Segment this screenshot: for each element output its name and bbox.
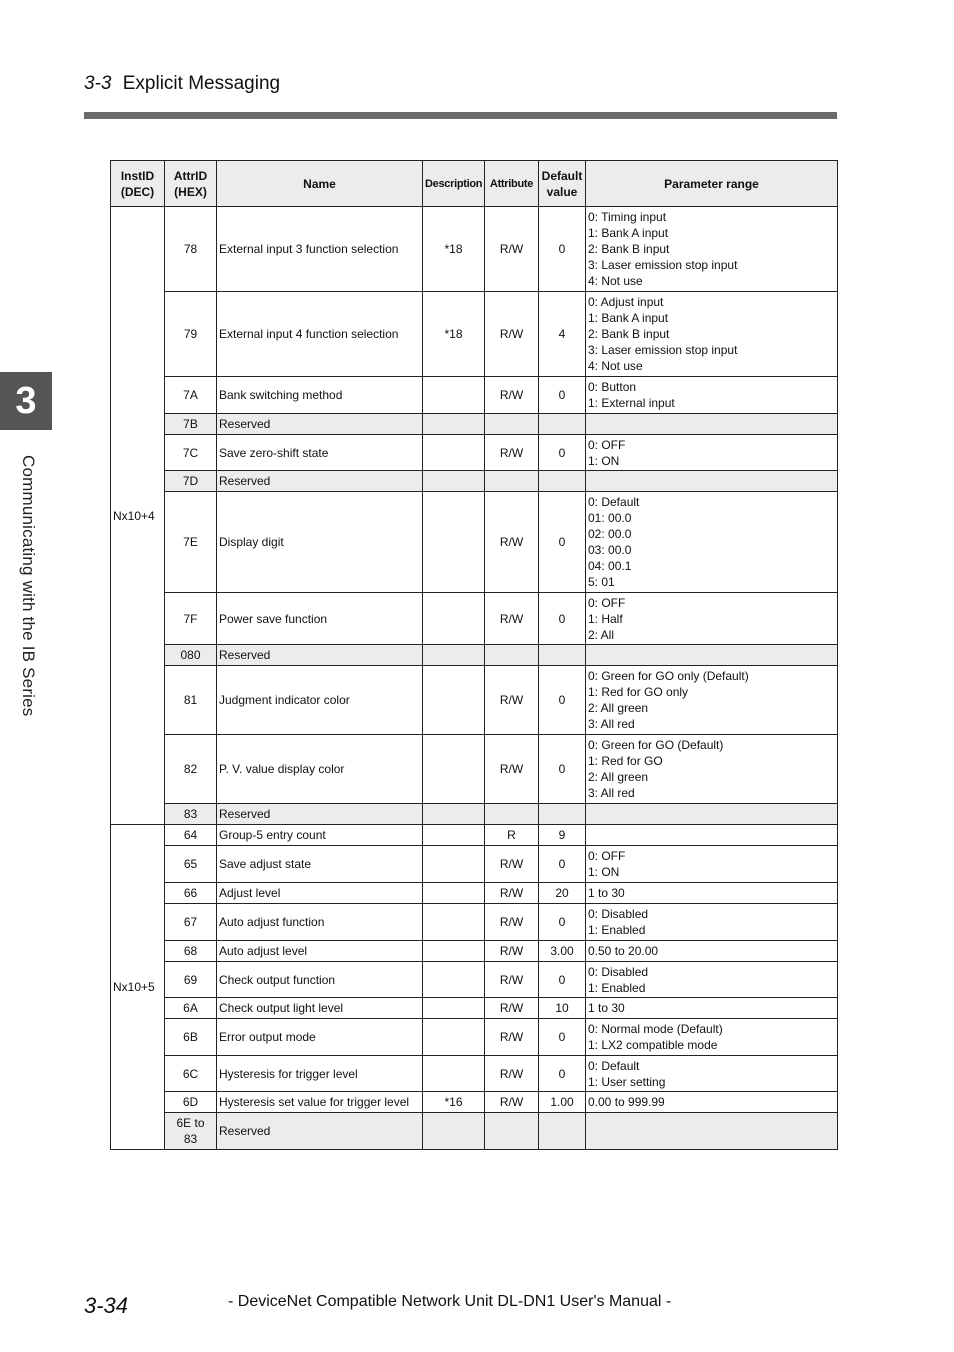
table-row [111,1113,838,1150]
attribute-cell [485,1113,539,1150]
table-row [111,825,838,846]
default-value-cell: 10 [539,998,586,1019]
default-value-cell [539,645,586,666]
description-cell: *16 [423,1092,485,1113]
default-value-cell [539,414,586,435]
instance-id-cell: Nx10+4 [111,207,165,825]
attribute-cell: R/W [485,1056,539,1092]
col-header-name: Name [217,161,423,207]
attr-id-cell: 65 [165,846,217,883]
attr-id-cell: 080 [165,645,217,666]
default-value-cell: 0 [539,207,586,292]
name-cell: Reserved [217,1113,423,1150]
attribute-cell [485,645,539,666]
table-row [111,904,838,941]
description-cell [423,825,485,846]
parameter-range-cell [586,645,838,666]
description-cell [423,962,485,998]
attr-id-cell: 7D [165,471,217,492]
instance-id-cell: Nx10+5 [111,825,165,1150]
name-cell: Error output mode [217,1019,423,1056]
table-row [111,962,838,998]
attr-id-cell: 6B [165,1019,217,1056]
attribute-cell: R/W [485,377,539,414]
attr-id-cell: 6C [165,1056,217,1092]
attr-id-cell: 7A [165,377,217,414]
description-cell [423,593,485,645]
parameter-range-cell [586,804,838,825]
default-value-cell: 0 [539,666,586,735]
col-header-attrid: AttrID (HEX) [165,161,217,207]
name-cell: Adjust level [217,883,423,904]
description-cell [423,414,485,435]
name-cell: Reserved [217,414,423,435]
table-row [111,492,838,593]
name-cell: Auto adjust level [217,941,423,962]
name-cell: Check output function [217,962,423,998]
name-cell: Judgment indicator color [217,666,423,735]
description-cell [423,735,485,804]
description-cell [423,846,485,883]
name-cell: P. V. value display color [217,735,423,804]
default-value-cell: 3.00 [539,941,586,962]
col-header-instid: InstID (DEC) [111,161,165,207]
name-cell: Save adjust state [217,846,423,883]
attribute-cell: R/W [485,593,539,645]
attr-id-cell: 69 [165,962,217,998]
attr-id-cell: 6E to 83 [165,1113,217,1150]
col-header-range: Parameter range [586,161,838,207]
default-value-cell: 0 [539,435,586,471]
description-cell [423,904,485,941]
attr-id-cell: 82 [165,735,217,804]
attribute-cell: R/W [485,492,539,593]
parameter-table [110,160,838,1150]
name-cell: Display digit [217,492,423,593]
table-row [111,1019,838,1056]
description-cell [423,435,485,471]
description-cell [423,998,485,1019]
default-value-cell [539,804,586,825]
description-cell: *18 [423,292,485,377]
attribute-cell: R/W [485,735,539,804]
description-cell [423,377,485,414]
table-row [111,471,838,492]
parameter-range-cell: 0: Button 1: External input [586,377,838,414]
attr-id-cell: 7F [165,593,217,645]
name-cell: External input 4 function selection [217,292,423,377]
parameter-range-cell: 0.00 to 999.99 [586,1092,838,1113]
table-row [111,207,838,292]
table-row [111,804,838,825]
attr-id-cell: 6A [165,998,217,1019]
attribute-cell: R/W [485,962,539,998]
parameter-range-cell: 0: Disabled 1: Enabled [586,962,838,998]
table-row [111,377,838,414]
attribute-cell [485,471,539,492]
page-number: 3-34 [84,1293,129,1318]
attr-id-cell: 81 [165,666,217,735]
attribute-cell: R/W [485,1019,539,1056]
table-row [111,645,838,666]
table-row [111,846,838,883]
parameter-range-cell: 1 to 30 [586,883,838,904]
default-value-cell: 20 [539,883,586,904]
default-value-cell: 0 [539,904,586,941]
name-cell: Hysteresis set value for trigger level [217,1092,423,1113]
default-value-cell: 0 [539,846,586,883]
default-value-cell: 0 [539,1056,586,1092]
parameter-range-cell: 0: Default 01: 00.0 02: 00.0 03: 00.0 04: 00.1 5: 01 [586,492,838,593]
parameter-range-cell: 0.50 to 20.00 [586,941,838,962]
attr-id-cell: 78 [165,207,217,292]
attribute-cell: R [485,825,539,846]
name-cell: External input 3 function selection [217,207,423,292]
table-row [111,883,838,904]
parameter-range-cell [586,825,838,846]
parameter-range-cell: 0: OFF 1: ON [586,435,838,471]
name-cell: Bank switching method [217,377,423,414]
parameter-range-cell [586,414,838,435]
description-cell: *18 [423,207,485,292]
parameter-range-cell: 0: Green for GO (Default) 1: Red for GO 2: All green 3: All red [586,735,838,804]
attribute-cell [485,804,539,825]
parameter-range-cell: 0: Default 1: User setting [586,1056,838,1092]
default-value-cell: 0 [539,593,586,645]
attr-id-cell: 66 [165,883,217,904]
parameter-range-cell: 0: Timing input 1: Bank A input 2: Bank B input 3: Laser emission stop input 4: Not use [586,207,838,292]
table-row [111,941,838,962]
attribute-cell: R/W [485,1092,539,1113]
col-header-description: Description [423,161,485,207]
table-row [111,414,838,435]
manual-title: - DeviceNet Compatible Network Unit DL-DN1 User's Manual - [228,1293,672,1310]
description-cell [423,941,485,962]
table-row [111,292,838,377]
attribute-cell: R/W [485,998,539,1019]
name-cell: Group-5 entry count [217,825,423,846]
header-rule [84,112,837,119]
name-cell: Check output light level [217,998,423,1019]
section-title: Explicit Messaging [122,73,281,94]
description-cell [423,645,485,666]
parameter-range-cell: 0: OFF 1: Half 2: All [586,593,838,645]
attr-id-cell: 68 [165,941,217,962]
attribute-cell: R/W [485,292,539,377]
attr-id-cell: 64 [165,825,217,846]
parameter-range-cell: 0: Green for GO only (Default) 1: Red for GO only 2: All green 3: All red [586,666,838,735]
attribute-cell: R/W [485,435,539,471]
attribute-cell: R/W [485,666,539,735]
parameter-range-cell: 1 to 30 [586,998,838,1019]
default-value-cell [539,471,586,492]
description-cell [423,471,485,492]
name-cell: Save zero-shift state [217,435,423,471]
parameter-range-cell: 0: Disabled 1: Enabled [586,904,838,941]
col-header-attribute: Attribute [485,161,539,207]
name-cell: Reserved [217,645,423,666]
attr-id-cell: 7C [165,435,217,471]
table-row [111,1092,838,1113]
default-value-cell: 0 [539,377,586,414]
chapter-side-title: Communicating with the IB Series [19,455,38,717]
description-cell [423,804,485,825]
attribute-cell [485,414,539,435]
default-value-cell: 1.00 [539,1092,586,1113]
attr-id-cell: 83 [165,804,217,825]
table-header-row [111,161,838,207]
attribute-cell: R/W [485,207,539,292]
default-value-cell: 0 [539,735,586,804]
name-cell: Power save function [217,593,423,645]
col-header-default: Default value [539,161,586,207]
chapter-tab: 3 [0,372,52,430]
default-value-cell [539,1113,586,1150]
attribute-cell: R/W [485,846,539,883]
default-value-cell: 0 [539,962,586,998]
table-row [111,593,838,645]
parameter-range-cell: 0: Normal mode (Default) 1: LX2 compatible mode [586,1019,838,1056]
table-row [111,735,838,804]
name-cell: Reserved [217,804,423,825]
default-value-cell: 0 [539,1019,586,1056]
attr-id-cell: 7B [165,414,217,435]
description-cell [423,883,485,904]
attr-id-cell: 67 [165,904,217,941]
attr-id-cell: 6D [165,1092,217,1113]
default-value-cell: 9 [539,825,586,846]
parameter-range-cell [586,1113,838,1150]
table-row [111,666,838,735]
description-cell [423,492,485,593]
attribute-cell: R/W [485,941,539,962]
attribute-cell: R/W [485,904,539,941]
table-row [111,1056,838,1092]
name-cell: Reserved [217,471,423,492]
default-value-cell: 0 [539,492,586,593]
attr-id-cell: 79 [165,292,217,377]
parameter-range-cell [586,471,838,492]
section-header [84,73,280,95]
attribute-cell: R/W [485,883,539,904]
description-cell [423,666,485,735]
default-value-cell: 4 [539,292,586,377]
description-cell [423,1113,485,1150]
table-row [111,998,838,1019]
section-number: 3-3 [84,73,112,94]
name-cell: Auto adjust function [217,904,423,941]
parameter-range-cell: 0: OFF 1: ON [586,846,838,883]
attr-id-cell: 7E [165,492,217,593]
parameter-range-cell: 0: Adjust input 1: Bank A input 2: Bank B input 3: Laser emission stop input 4: Not use [586,292,838,377]
table-row [111,435,838,471]
description-cell [423,1019,485,1056]
description-cell [423,1056,485,1092]
name-cell: Hysteresis for trigger level [217,1056,423,1092]
